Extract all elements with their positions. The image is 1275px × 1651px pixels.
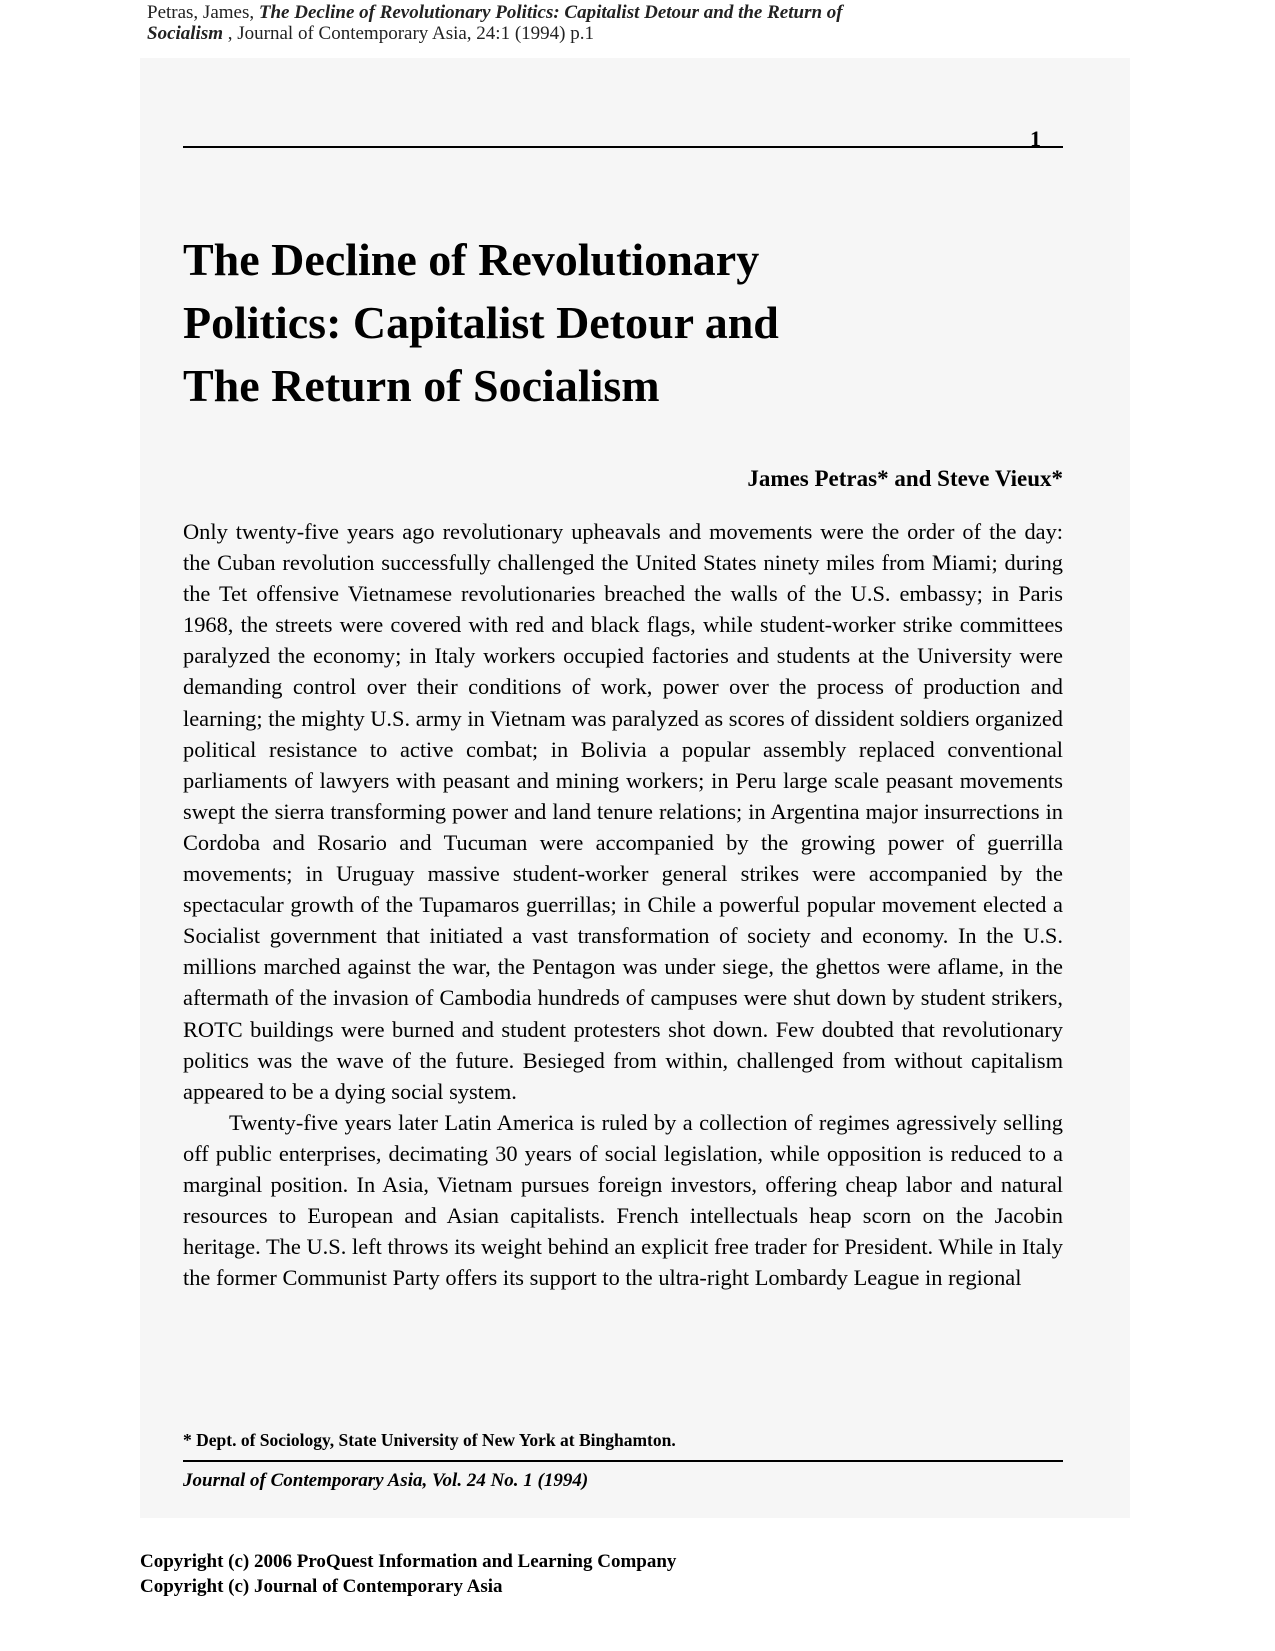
citation-authors: Petras, James,: [147, 2, 259, 23]
footer-rule: [183, 1460, 1063, 1462]
body-paragraph: Twenty-five years later Latin America is ruled by a collection of regimes agressively selling off public enterprises, decimating 30 years of social legislation, while opposition is reduced to a marginal position. In Asia, Vietnam pursues foreign investors, offering cheap labor and natural resources to European and Asian capitalists. French intellectuals heap scorn on the Jacobin heritage. The U.S. left throws its weight behind an explicit free trader for President. While in Italy the former Communist Party offers its support to the ultra-right Lombardy League in regional: [183, 1109, 1063, 1291]
title-line: The Decline of Revolutionary: [183, 234, 760, 285]
body-paragraph: Only twenty-five years ago revolutionary upheavals and movements were the order of the day: the Cuban revolution successfully challenged the United States ninety miles from Miami; during the Tet offensive Vietnamese revolutionaries breached the walls of the U.S. embassy; in Paris 1968, the streets were covered with red and black flags, while student-worker strike committees paralyzed the economy; in Italy workers occupied factories and students at the University were demanding control over their conditions of work, power over the process of production and learning; the mighty U.S. army in Vietnam was paralyzed as scores of dissident soldiers organized political resistance to active combat; in Bolivia a popular assembly replaced conventional parliaments of lawyers with peasant and mining workers; in Peru large scale peasant movements swept the sierra transforming power and land tenure relations; in Argentina major insurrections in Cordoba and Rosario and Tucuman were accompanied by the growing power of guerrilla movements; in Uruguay massive student-worker general strikes were accompanied by the spectacular growth of the Tupamaros guerrillas; in Chile a powerful popular movement elected a Socialist government that initiated a vast transformation of society and economy. In the U.S. millions marched against the war, the Pentagon was under siege, the ghettos were aflame, in the aftermath of the invasion of Cambodia hundreds of campuses were shut down by student strikers, ROTC buildings were burned and student protesters shot down. Few doubted that revolutionary politics was the wave of the future. Besieged from within, challenged from without capitalism appeared to be a dying social system.: [183, 519, 1063, 1104]
citation-title-line2: Socialism: [147, 23, 224, 44]
citation-header: [147, 2, 967, 44]
copyright-line: Copyright (c) Journal of Contemporary Asia: [140, 1576, 503, 1597]
title-line: Politics: Capitalist Detour and: [183, 297, 779, 348]
copyright-line: Copyright (c) 2006 ProQuest Information and Learning Company: [140, 1551, 677, 1572]
copyright-notice: [140, 1549, 676, 1599]
citation-title-line1: The Decline of Revolutionary Politics: Capitalist Detour and the Return of: [258, 2, 843, 23]
article-body: [183, 516, 1063, 1293]
header-rule: [183, 146, 1063, 148]
title-line: The Return of Socialism: [183, 360, 660, 411]
page-number: 1: [1030, 126, 1041, 151]
article-title: [183, 228, 1063, 417]
journal-reference: Journal of Contemporary Asia, Vol. 24 No. 1 (1994): [183, 1470, 589, 1491]
affiliation-footnote: * Dept. of Sociology, State University of New York at Binghamton.: [183, 1430, 676, 1450]
article-authors: James Petras* and Steve Vieux*: [747, 466, 1063, 491]
citation-source: , Journal of Contemporary Asia, 24:1 (1994) p.1: [223, 23, 594, 44]
